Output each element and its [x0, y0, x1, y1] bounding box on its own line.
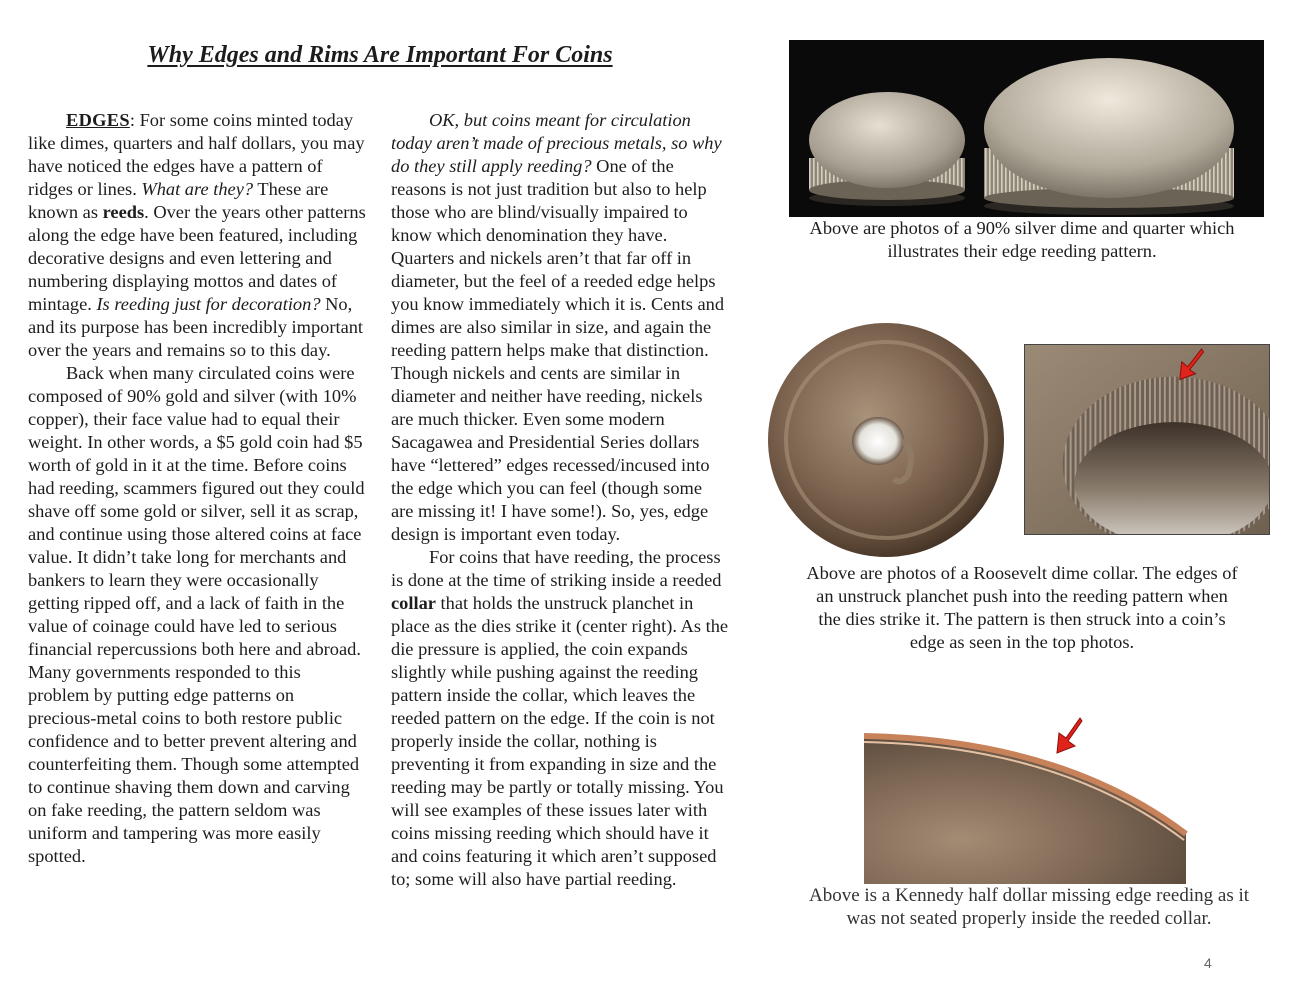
text-column-middle — [391, 109, 729, 891]
text-column-left — [28, 109, 366, 868]
text-run: . Over the years other patterns along the edge have been featured, including decorative designs and even lettering and numbering displaying mottos and dates of mintage. — [28, 202, 366, 314]
edges-label: EDGES — [66, 110, 130, 130]
text-run: : For some coins minted today like dimes, quarters and half dollars, you may have noticed the edges have a pattern of ridges or lines. — [28, 110, 365, 199]
text-run: that holds the unstruck planchet in place as the dies strike it (center right). As the die pressure is applied, the coin expands slightly while pushing against the reeding pattern inside the collar, which leaves the reeded pattern on the edge. If the coin is not properly inside the collar, nothing is preventing it from expanding in size and the reeding may be partly or totally missing. You will see examples of these issues later with coins missing reeding which should have it and coins featuring it which aren’t supposed to; some will also have partial reeding. — [391, 593, 729, 889]
page-title: Why Edges and Rims Are Important For Coins — [147, 42, 613, 68]
photo-dime-quarter-edges — [789, 40, 1264, 217]
circulation-paragraph — [391, 109, 729, 546]
page-number: 4 — [1204, 955, 1212, 971]
photo-kennedy-half-edge — [862, 712, 1190, 884]
photo-dime-collar-face — [766, 321, 1006, 559]
photo-dime-collar-closeup — [1024, 344, 1270, 535]
text-run: No, and its purpose has been incredibly important over the years and remains so to this day. — [28, 294, 364, 360]
caption-dime-collar: Above are photos of a Roosevelt dime collar. The edges of an unstruck planchet push into the reeding pattern when the dies strike it. The pattern is then struck into a coin’s edge as seen in the top photos. — [806, 563, 1238, 652]
caption-dime-quarter: Above are photos of a 90% silver dime and quarter which illustrates their edge reeding pattern. — [809, 218, 1235, 261]
collar-paragraph — [391, 546, 729, 891]
text-run: One of the reasons is not just tradition but also to help those who are blind/visually impaired to know which denomination they have. Quarters and nickels aren’t that far off in diameter, but the feel of a reeded edge helps you know immediately which it is. Cents and dimes are also similar in size, and again the reeding pattern helps make that distinction. Though nickels and cents are similar in diameter and neither have reeding, nickels are much thicker. Even some modern Sacagawea and Presidential Series dollars have “lettered” edges recessed/incused into the edge which you can feel (though some are missing it! I have some!). So, yes, edge design is important even today. — [391, 156, 725, 544]
italic-question: What are they? — [141, 179, 254, 199]
edges-paragraph — [28, 109, 366, 362]
italic-question: Is reeding just for decoration? — [96, 294, 321, 314]
bold-term: reeds — [102, 202, 145, 222]
bold-term: collar — [391, 593, 436, 613]
italic-question: OK, but coins meant for circulation today aren’t made of precious metals, so why do they still apply reeding? — [391, 110, 722, 176]
text-run: These are known as — [28, 179, 329, 222]
text-run: For coins that have reeding, the process is done at the time of striking inside a reeded — [391, 547, 722, 590]
history-paragraph: Back when many circulated coins were composed of 90% gold and silver (with 10% copper), their face value had to equal their weight. In other words, a $5 gold coin had $5 worth of gold in it at the time. Before coins had reeding, scammers figured out they could shave off some gold or silver, sell it as scrap, and continue using those altered coins at face value. It didn’t take long for merchants and bankers to learn they were occasionally getting ripped off, and a lack of faith in the value of coinage could have led to serious financial repercussions both here and abroad. Many governments responded to this problem by putting edge patterns on precious-metal coins to both restore public confidence and to better prevent altering and counterfeiting them. Though some attempted to continue shaving them down and carving on fake reeding, the pattern seldom was uniform and tampering was more easily spotted. — [28, 363, 365, 866]
caption-kennedy-half: Above is a Kennedy half dollar missing edge reeding as it was not seated properly inside the reeded collar. — [808, 885, 1250, 929]
